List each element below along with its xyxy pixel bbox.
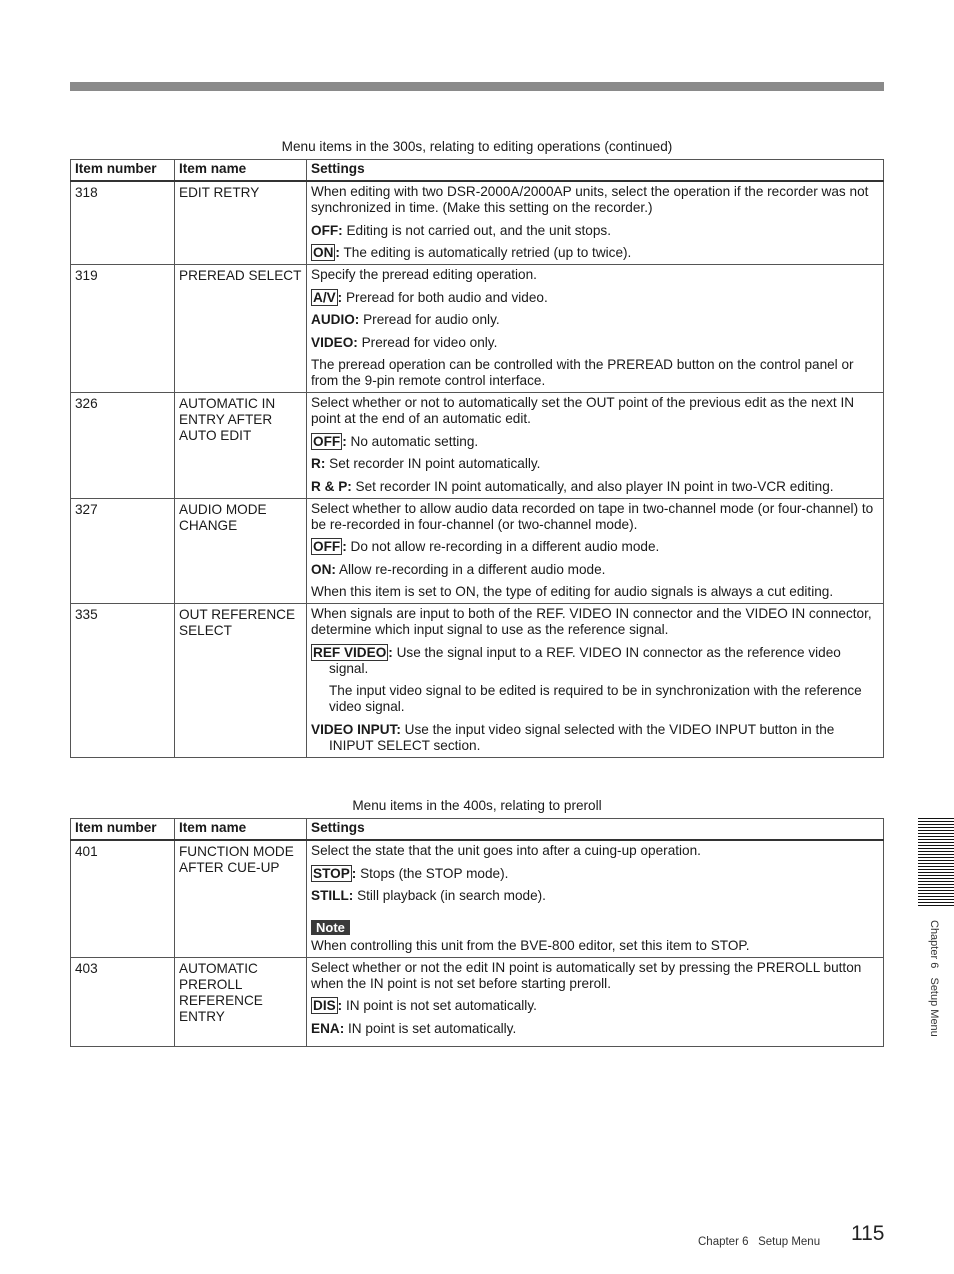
item-name: OUT REFERENCE SELECT	[175, 604, 307, 758]
item-number: 319	[71, 265, 175, 393]
default-key-box: ON	[313, 245, 334, 260]
table-row-318	[71, 181, 884, 265]
table-caption-400s: Menu items in the 400s, relating to preroll	[352, 798, 602, 813]
item-name: AUTOMATIC PREROLL REFERENCE ENTRY	[175, 957, 307, 1046]
option-av-default	[311, 290, 879, 306]
option-key: STILL:	[311, 888, 354, 903]
option-ref-video-default	[311, 645, 879, 677]
default-key-box: OFF	[313, 539, 341, 554]
note-text: When controlling this unit from the BVE-800 editor, set this item to STOP.	[311, 937, 750, 953]
option-text: Allow re-recording in a different audio mode.	[335, 561, 606, 577]
item-number: 326	[71, 393, 175, 499]
header-item-number: Item number	[71, 819, 175, 841]
settings-intro: Select whether to allow audio data recorded on tape in two-channel mode (or four-channel) to be re-recorded in four-channel (or two-channel mode).	[311, 500, 874, 532]
header-settings: Settings	[307, 160, 884, 182]
header-settings: Settings	[307, 819, 884, 841]
option-text: Set recorder IN point automatically, and also player IN point in two-VCR editing.	[351, 478, 834, 494]
table-caption-300s: Menu items in the 300s, relating to editing operations (continued)	[281, 139, 673, 154]
option-off-default	[311, 434, 879, 450]
settings-cell	[307, 265, 884, 393]
settings-cell	[307, 393, 884, 499]
default-key-box: STOP	[313, 865, 350, 881]
table-row-327	[71, 498, 884, 604]
option-text: Editing is not carried out, and the unit stops.	[342, 222, 611, 238]
settings-intro: Specify the preread editing operation.	[311, 267, 537, 282]
option-note: The input video signal to be edited is required to be in synchronization with the reference video signal.	[329, 683, 862, 714]
option-key: ON:	[311, 561, 336, 577]
option-ena	[311, 1021, 879, 1043]
option-off	[311, 223, 879, 239]
option-text: The editing is automatically retried (up to twice).	[339, 245, 632, 260]
option-key-colon: :	[337, 289, 343, 305]
option-on	[311, 562, 879, 578]
option-on-default	[311, 245, 879, 261]
settings-intro: Select the state that the unit goes into after a cuing-up operation.	[311, 843, 701, 858]
item-number: 318	[71, 181, 175, 265]
header-item-name: Item name	[175, 160, 307, 182]
default-key-box: DIS	[313, 998, 336, 1013]
item-name: AUDIO MODE CHANGE	[175, 498, 307, 604]
settings-intro: When editing with two DSR-2000A/2000AP units, select the operation if the recorder was not synchronized in time. (Make this setting on the recorder.)	[311, 184, 869, 215]
table-header-row	[71, 160, 884, 182]
option-text: Preread for both audio and video.	[342, 289, 548, 305]
option-key-colon: :	[342, 539, 347, 554]
footer-chapter: Chapter 6 Setup Menu	[698, 1236, 821, 1248]
option-key-colon: :	[342, 433, 347, 449]
option-text: IN point is not set automatically.	[342, 998, 537, 1013]
page-number: 115	[851, 1222, 885, 1245]
option-video-input	[311, 722, 879, 754]
option-off-default	[311, 539, 879, 555]
table-row-401	[71, 840, 884, 957]
option-video	[311, 335, 879, 351]
settings-extra: When this item is set to ON, the type of editing for audio signals is always a cut editing.	[311, 584, 834, 599]
menu-table-400s	[70, 818, 884, 1047]
option-key: OFF:	[311, 222, 343, 238]
default-key-box: REF VIDEO	[313, 644, 387, 660]
table-row-326	[71, 393, 884, 499]
default-key-box: OFF	[313, 433, 341, 449]
option-dis-default	[311, 998, 879, 1014]
item-name: PREREAD SELECT	[175, 265, 307, 393]
note-label-line	[311, 911, 879, 936]
item-name: EDIT RETRY	[175, 181, 307, 265]
option-key: ENA:	[311, 1020, 345, 1036]
item-name: AUTOMATIC IN ENTRY AFTER AUTO EDIT	[175, 393, 307, 499]
option-text: No automatic setting.	[346, 433, 479, 449]
option-key-colon: :	[337, 998, 343, 1013]
settings-intro: Select whether or not to automatically set the OUT point of the previous edit as the next IN point at the end of an automatic edit.	[311, 395, 855, 426]
settings-extra: The preread operation can be controlled with the PREREAD button on the control panel or from the 9-pin remote control interface.	[311, 357, 854, 388]
settings-cell	[307, 957, 884, 1046]
settings-cell	[307, 604, 884, 758]
option-text: Still playback (in search mode).	[353, 888, 546, 903]
option-key-colon: :	[388, 644, 393, 660]
settings-intro: Select whether or not the edit IN point is automatically set by pressing the PREROLL button when the IN point is not set before starting preroll.	[311, 959, 862, 991]
settings-cell	[307, 181, 884, 265]
settings-intro: When signals are input to both of the REF. VIDEO IN connector and the VIDEO IN connector, determine which input signal to use as the reference signal.	[311, 606, 872, 637]
option-key: VIDEO INPUT:	[311, 721, 401, 737]
option-r	[311, 456, 879, 472]
header-item-number: Item number	[71, 160, 175, 182]
option-text: Set recorder IN point automatically.	[325, 456, 541, 471]
option-still	[311, 888, 879, 904]
settings-cell	[307, 840, 884, 957]
item-number: 335	[71, 604, 175, 758]
option-audio	[311, 312, 879, 328]
item-number: 327	[71, 498, 175, 604]
table-row-335	[71, 604, 884, 758]
item-name: FUNCTION MODE AFTER CUE-UP	[175, 840, 307, 957]
menu-table-300s	[70, 159, 884, 758]
option-rp	[311, 479, 879, 495]
option-stop-default	[311, 866, 879, 882]
note-badge: Note	[311, 920, 350, 935]
settings-cell	[307, 498, 884, 604]
option-text: Do not allow re-recording in a different audio mode.	[346, 539, 660, 554]
option-text: Use the input video signal selected with the VIDEO INPUT button in the INIPUT SELECT section.	[329, 721, 835, 753]
table-header-row	[71, 819, 884, 841]
chapter-tab-stripes	[918, 818, 954, 908]
option-text: IN point is set automatically.	[344, 1020, 517, 1036]
option-text: Use the signal input to a REF. VIDEO IN connector as the reference video signal.	[329, 644, 841, 676]
option-text: Preread for audio only.	[359, 312, 500, 327]
item-number: 403	[71, 957, 175, 1046]
chapter-side-label: Chapter 6 Setup Menu	[928, 920, 940, 1037]
table-row-319	[71, 265, 884, 393]
option-key-colon: :	[335, 245, 340, 260]
option-text: Preread for video only.	[357, 334, 498, 350]
option-key: R:	[311, 456, 326, 471]
option-key-colon: :	[351, 865, 357, 881]
option-key: VIDEO:	[311, 334, 358, 350]
item-number: 401	[71, 840, 175, 957]
option-key: AUDIO:	[311, 312, 360, 327]
header-item-name: Item name	[175, 819, 307, 841]
option-key: R & P:	[311, 478, 352, 494]
option-text: Stops (the STOP mode).	[356, 865, 509, 881]
table-row-403	[71, 957, 884, 1046]
default-key-box: A/V	[313, 289, 336, 305]
header-rule	[70, 82, 884, 91]
